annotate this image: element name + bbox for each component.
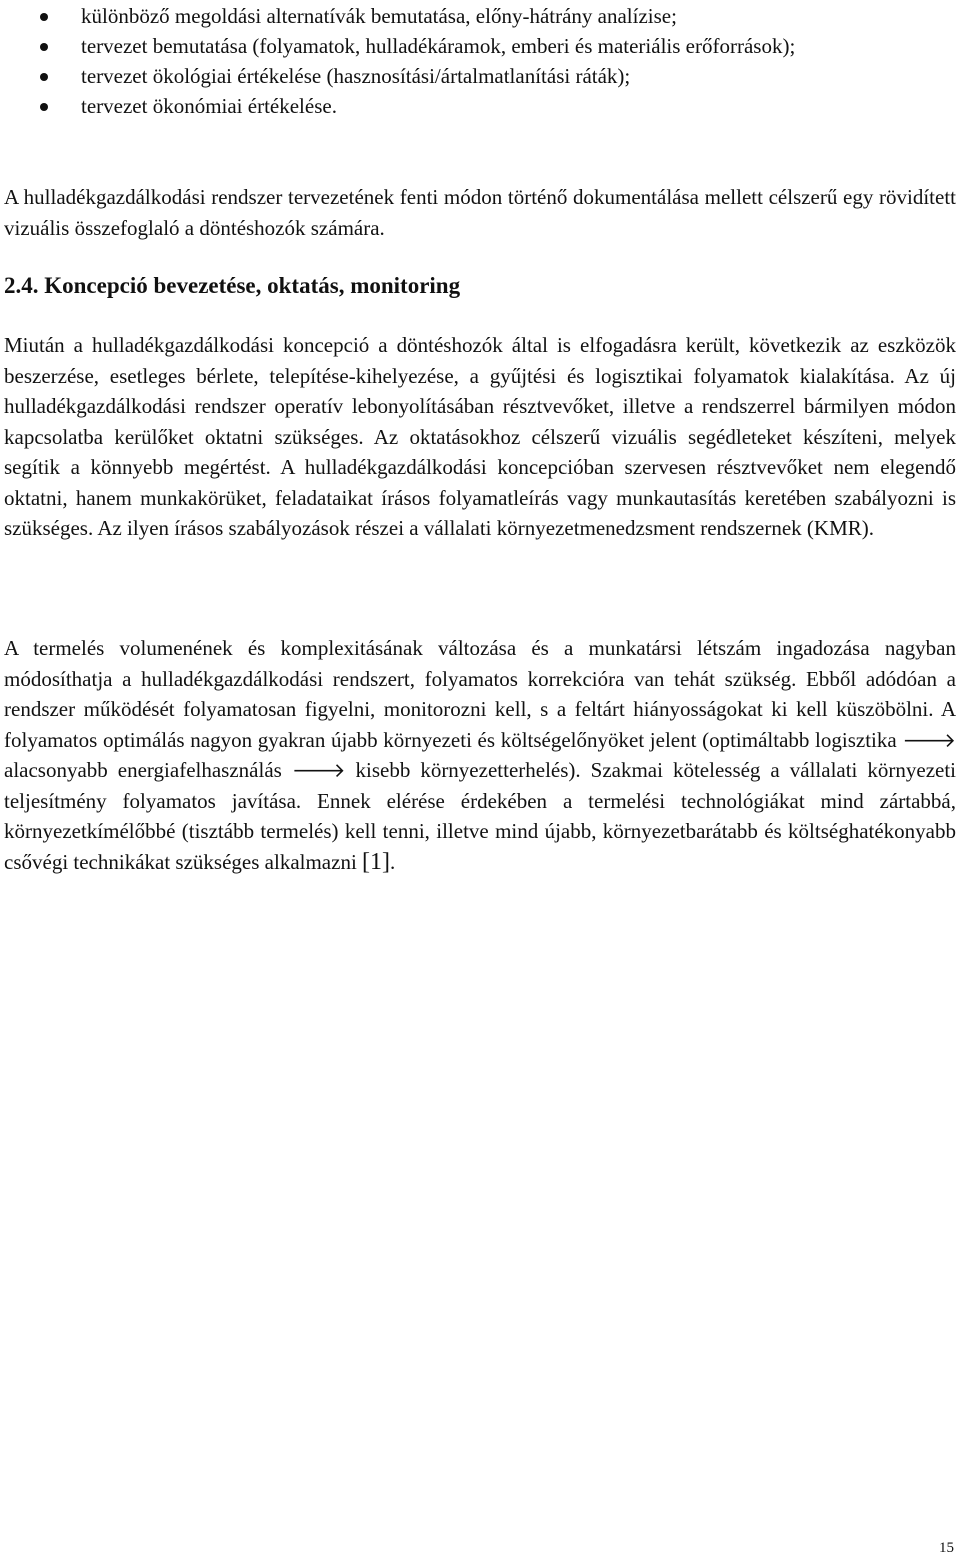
bullet-dot-icon [40,13,48,21]
bullet-text: tervezet bemutatása (folyamatok, hulladékáramok, emberi és materiális erőforrások); [81,34,796,58]
bullet-dot-icon [40,43,48,51]
citation-reference: [1] [362,848,391,875]
bullet-dot-icon [40,73,48,81]
bullet-text: tervezet ökológiai értékelése (hasznosítási/ártalmatlanítási ráták); [81,64,631,88]
page-number: 15 [939,1540,954,1556]
section-heading: 2.4. Koncepció bevezetése, oktatás, monitoring [4,273,461,298]
bullet-dot-icon [40,103,48,111]
bullet-item-1 [0,1,960,31]
bullet-list [0,1,960,121]
paragraph-2-text: alacsonyabb energiafelhasználás [4,758,282,782]
paragraph-2-text: A termelés volumenének és komplexitásának változása és a munkatársi létszám ingadozása nagyban módosíthatja a hulladékgazdálkodási rendszert, folyamatos korrekcióra van tehát szükség. Ebből adódóan a rendszer működését folyamatosan figyelni, monitorozni kell, s a feltárt hiányosságokat ki kell küszöbölni. A folyamatos optimálás nagyon gyakran újabb környezeti és költségelőnyöket jelent (optimáltabb logisztika [4,636,956,752]
bullet-item-4 [0,91,960,121]
paragraph-2 [4,633,956,877]
bullet-item-2 [0,31,960,61]
paragraph-2-end: . [390,849,396,874]
bullet-text: tervezet ökonómiai értékelése. [81,94,337,118]
bullet-item-3 [0,61,960,91]
paragraph-2-text: kisebb környezetterhelés). Szakmai kötelesség a vállalati környezeti teljesítmény folyamatos javítása. Ennek elérése érdekében a termelési technológiákat mind zártabbá, környezetkímélőbbé (tisztább termelés) kell tenni, illetve mind újabb, környezetbarátabb és költséghatékonyabb csővégi technikákat szükséges alkalmazni [4,758,957,874]
bullet-text: különböző megoldási alternatívák bemutatása, előny-hátrány analízise; [81,4,677,28]
right-arrow-icon: 🡒 [902,727,956,752]
paragraph-1: Miután a hulladékgazdálkodási koncepció a döntéshozók által is elfogadásra került, következik az eszközök beszerzése, esetleges bérlete, telepítése-kihelyezése, a gyűjtési és logisztikai folyamatok kialakítása. Az új hulladékgazdálkodási rendszer operatív lebonyolításában résztvevőket, illetve a rendszerrel bármilyen módon kapcsolatba kerülőket oktatni szükséges. Az oktatásokhoz célszerű vizuális segédleteket készíteni, melyek segítik a könnyebb megértést. A hulladékgazdálkodási koncepcióban szervesen résztvevőket nem elegendő oktatni, hanem munkakörüket, feladataikat írásos folyamatleírás vagy munkautasítás keretében szabályozni is szükséges. Az ilyen írásos szabályozások részei a vállalati környezetmenedzsment rendszernek (KMR). [4,333,956,540]
bullet-item [0,1,960,121]
right-arrow-icon: 🡒 [291,758,346,782]
intro-paragraph: A hulladékgazdálkodási rendszer tervezetének fenti módon történő dokumentálása mellett célszerű egy rövidített vizuális összefoglaló a döntéshozók számára. [4,185,956,240]
